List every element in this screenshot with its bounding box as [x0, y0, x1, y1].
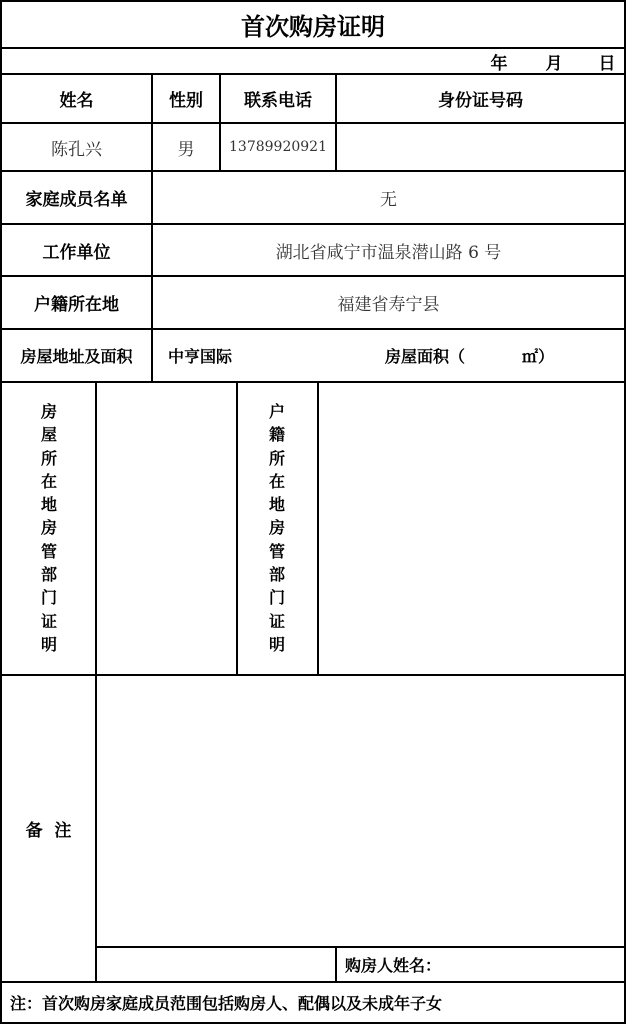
- cert-char: 门: [40, 588, 57, 608]
- buyer-name-label: 购房人姓名：: [345, 956, 442, 975]
- page-title: 首次购房证明: [241, 13, 385, 41]
- cert-char: 地: [268, 495, 285, 515]
- cert-right-rule: [317, 381, 319, 674]
- cert-char: 管: [40, 541, 57, 561]
- cert-char: 证: [40, 611, 57, 631]
- applicant-id-number: [337, 124, 624, 170]
- property-office-cert-label: [38, 400, 60, 656]
- cert-char: 明: [268, 634, 285, 654]
- header-name: 姓名: [59, 91, 94, 111]
- property-label: 房屋地址及面积: [20, 347, 133, 366]
- rule-under-title: [0, 47, 626, 49]
- buyer-rule: [335, 946, 337, 981]
- header-phone: 联系电话: [244, 91, 312, 111]
- applicant-name: 陈孔兴: [51, 139, 102, 160]
- cert-char: 籍: [268, 425, 285, 445]
- cert-char: 部: [40, 565, 57, 585]
- cert-char: 户: [268, 402, 285, 421]
- cert-char: 证: [268, 611, 285, 631]
- cert-char: 地: [40, 495, 57, 515]
- applicant-gender: 男: [177, 139, 195, 160]
- cert-char: 管: [268, 541, 285, 561]
- cert-char: 所: [268, 448, 285, 468]
- header-gender: 性别: [169, 91, 203, 111]
- cert-char: 房: [268, 518, 285, 538]
- header-id-number: 身份证号码: [438, 91, 523, 111]
- work-unit-label: 工作单位: [42, 242, 111, 263]
- date-year: 年: [490, 53, 508, 74]
- cert-char: 房: [40, 402, 57, 421]
- cert-char: 明: [40, 634, 57, 654]
- registry-office-cert-label: [266, 400, 288, 656]
- family-members-label: 家庭成员名单: [25, 190, 128, 210]
- date-month: 月: [545, 53, 563, 74]
- cert-char: 在: [268, 471, 285, 491]
- property-area-label: 房屋面积（: [385, 347, 466, 366]
- applicant-phone: 13789920921: [229, 139, 327, 155]
- footnote: 注：首次购房家庭成员范围包括购房人、配偶以及未成年子女: [10, 994, 443, 1013]
- cert-char: 在: [40, 471, 57, 491]
- registration-value: 福建省寿宁县: [337, 295, 440, 315]
- cert-char: 部: [268, 565, 285, 585]
- rule-under-property: [0, 381, 626, 383]
- remarks-label: 备 注: [25, 821, 72, 841]
- registration-label: 户籍所在地: [34, 295, 119, 315]
- cert-left-rule: [95, 381, 97, 981]
- cert-char: 所: [40, 448, 57, 468]
- date-day: 日: [598, 53, 616, 74]
- cert-char: 屋: [40, 425, 57, 445]
- property-address: 中亨国际: [168, 347, 233, 366]
- property-area-unit: ㎡）: [522, 347, 555, 366]
- family-members-value: 无: [380, 190, 397, 210]
- work-unit-value: 湖北省咸宁市温泉潜山路 6 号: [275, 242, 502, 263]
- cert-char: 房: [40, 518, 57, 538]
- cert-mid-rule: [236, 381, 238, 674]
- cert-char: 门: [268, 588, 285, 608]
